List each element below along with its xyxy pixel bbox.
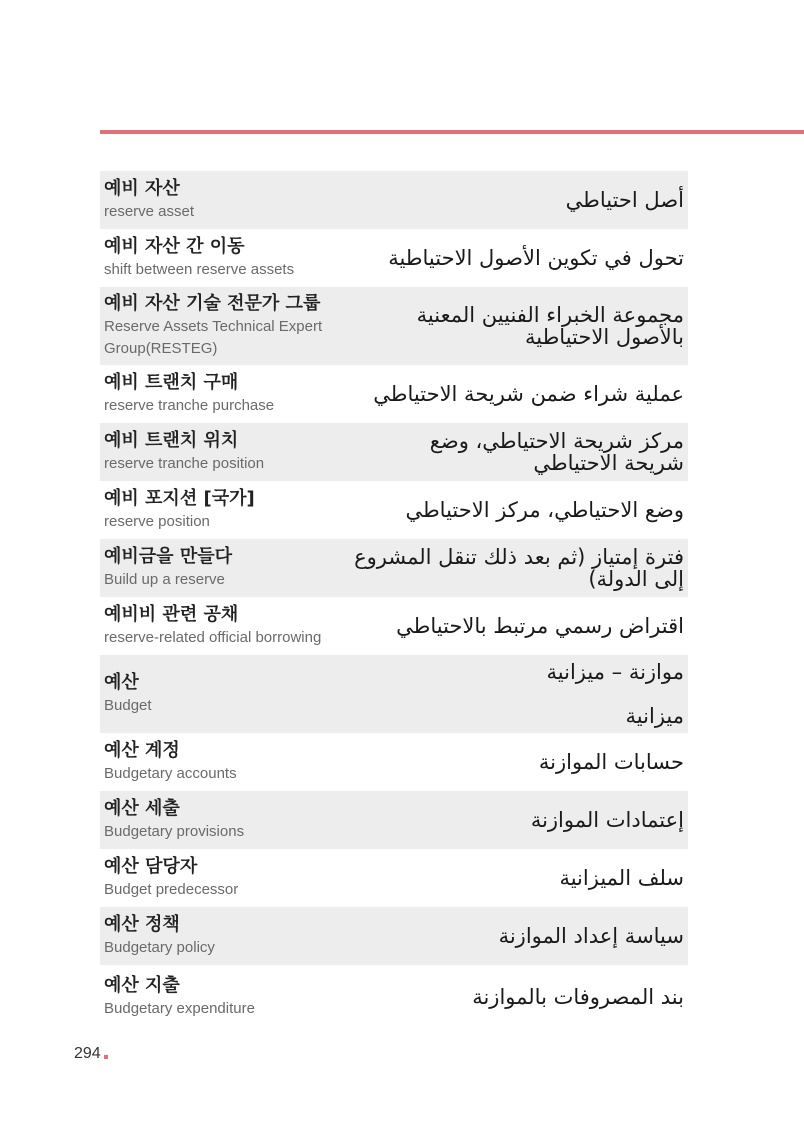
glossary-row xyxy=(100,229,688,287)
english-term: Budgetary provisions xyxy=(104,823,245,840)
glossary-row xyxy=(100,791,688,849)
arabic-term: تحول في تكوين الأصول الاحتياطية xyxy=(388,246,684,270)
glossary-row xyxy=(100,539,688,597)
glossary-row xyxy=(100,287,688,365)
korean-term: 예비 트랜치 위치 xyxy=(104,430,239,451)
glossary-row xyxy=(100,365,688,423)
english-term: reserve-related official borrowing xyxy=(104,629,322,646)
korean-term: 예비 자산 간 이동 xyxy=(104,236,245,257)
english-term: Reserve Assets Technical Expert Group(RESTEG) xyxy=(104,318,323,357)
arabic-term: عملية شراء ضمن شريحة الاحتياطي xyxy=(373,382,684,406)
korean-term: 예비 포지션 [국가] xyxy=(104,488,255,509)
korean-term: 예비비 관련 공채 xyxy=(104,604,239,625)
english-term: Budget predecessor xyxy=(104,881,239,898)
glossary-row xyxy=(100,907,688,965)
arabic-term: حسابات الموازنة xyxy=(538,750,684,774)
arabic-term: مجموعة الخبراء الفنيين المعنية بالأصول الاحتياطية xyxy=(416,303,684,349)
glossary-row xyxy=(100,849,688,907)
english-term: Budgetary accounts xyxy=(104,765,237,782)
arabic-term: فترة إمتياز (ثم بعد ذلك تنقل المشروع إلى الدولة) xyxy=(354,545,684,591)
english-term: reserve asset xyxy=(104,203,195,220)
header-rule xyxy=(100,130,804,134)
english-term: reserve position xyxy=(104,513,210,530)
english-term: reserve tranche position xyxy=(104,455,265,472)
arabic-term: إعتمادات الموازنة xyxy=(530,808,684,832)
english-term: Budgetary policy xyxy=(104,939,215,956)
english-term: Budgetary expenditure xyxy=(104,1000,255,1017)
korean-term: 예산 담당자 xyxy=(104,856,198,877)
glossary-row xyxy=(100,423,688,481)
arabic-term: موازنة – ميزانية xyxy=(546,660,684,684)
arabic-term: اقتراض رسمي مرتبط بالاحتياطي xyxy=(396,614,684,638)
korean-term: 예비 자산 기술 전문가 그룹 xyxy=(104,293,321,314)
arabic-term: مركز شريحة الاحتياطي، وضع شريحة الاحتياطي xyxy=(429,429,684,475)
arabic-term: وضع الاحتياطي، مركز الاحتياطي xyxy=(405,498,684,522)
korean-term: 예산 지출 xyxy=(104,975,180,996)
korean-term: 예산 정책 xyxy=(104,914,180,935)
korean-term: 예산 xyxy=(104,672,139,693)
glossary-table xyxy=(100,171,688,1029)
korean-term: 예산 세출 xyxy=(104,798,180,819)
page-number-dot xyxy=(104,1055,108,1059)
glossary-row xyxy=(100,655,688,733)
arabic-term: بند المصروفات بالموازنة xyxy=(472,985,684,1009)
arabic-term: سلف الميزانية xyxy=(559,866,684,890)
english-term: Budget xyxy=(104,697,152,714)
korean-term: 예비금을 만들다 xyxy=(104,546,232,567)
arabic-term: سياسة إعداد الموازنة xyxy=(498,924,684,948)
english-term: Build up a reserve xyxy=(104,571,225,588)
glossary-row xyxy=(100,965,688,1029)
korean-term: 예산 계정 xyxy=(104,740,180,761)
korean-term: 예비 트랜치 구매 xyxy=(104,372,239,393)
glossary-row xyxy=(100,171,688,229)
page-number: 294 xyxy=(74,1045,101,1062)
arabic-term: أصل احتياطي xyxy=(565,188,684,212)
arabic-term-alt: ميزانية xyxy=(625,704,684,728)
glossary-row xyxy=(100,597,688,655)
english-term: reserve tranche purchase xyxy=(104,397,275,414)
english-term: shift between reserve assets xyxy=(104,261,295,278)
glossary-row xyxy=(100,733,688,791)
korean-term: 예비 자산 xyxy=(104,178,180,199)
glossary-row xyxy=(100,481,688,539)
